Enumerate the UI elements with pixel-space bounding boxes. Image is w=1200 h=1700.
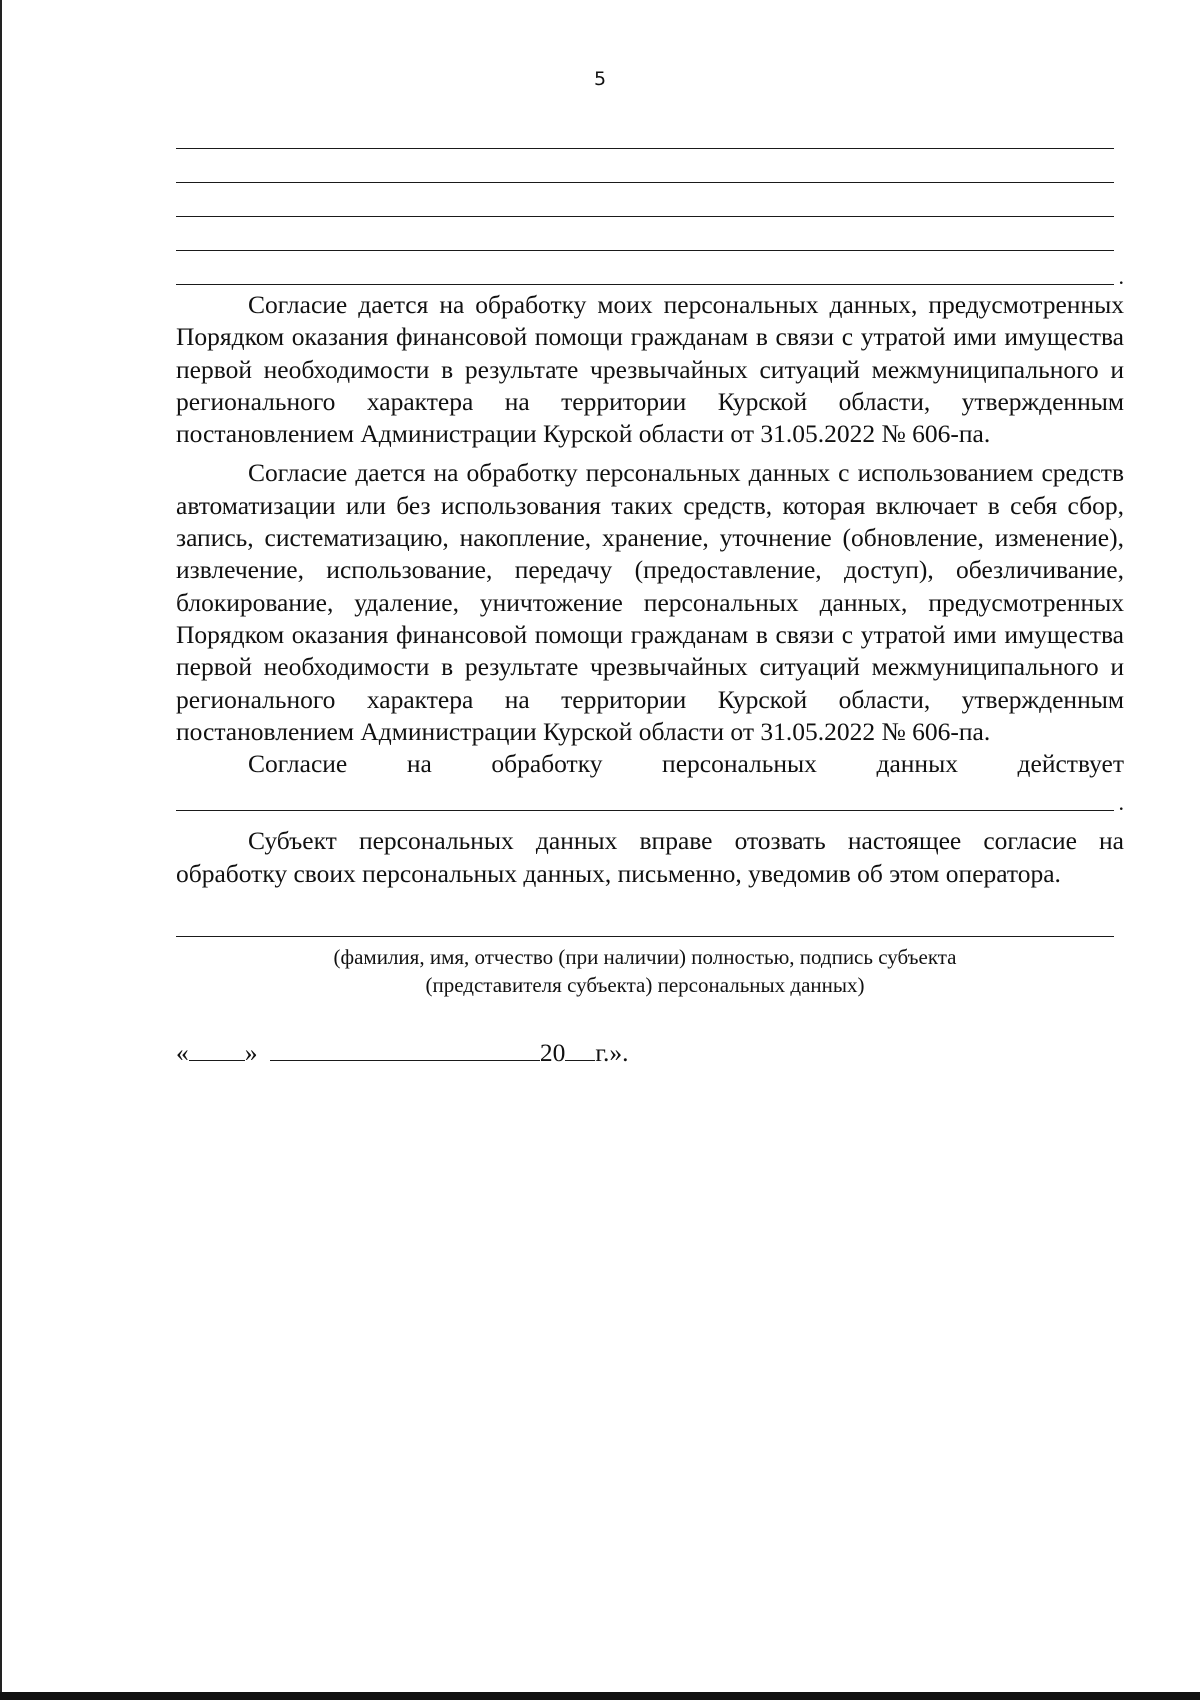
date-field [176,1037,1124,1069]
revocation-paragraph: Субъект персональных данных вправе отозвать настоящее согласие на обработку своих персональных данных, письменно, уведомив об этом оператора. [176,826,1124,888]
fill-line [176,217,1114,251]
fill-line [176,183,1114,217]
document-body [176,140,1124,1069]
date-suffix: г.». [595,1038,629,1068]
year-blank [565,1038,595,1061]
year-prefix: 20 [539,1038,566,1068]
date-close-quote: » [244,1038,258,1068]
scan-edge-bottom [0,1692,1200,1700]
fill-line [176,140,1114,149]
fill-line-last [176,251,1124,289]
validity-fill-line [176,780,1124,816]
signature-caption [176,943,1114,999]
signature-line [176,890,1114,937]
line-end-mark: . [1118,790,1124,816]
signature-caption-line1: (фамилия, имя, отчество (при наличии) полностью, подпись субъекта [333,945,957,970]
day-blank [189,1038,245,1061]
line-end-mark: . [1118,264,1124,289]
signature-caption-line2: (представителя субъекта) персональных данных) [425,973,865,998]
fill-line [176,149,1114,183]
month-blank [270,1038,540,1061]
consent-scope-paragraph: Согласие дается на обработку моих персональных данных, предусмотренных Порядком оказания финансовой помощи гражданам в связи с утратой ими имущества первой необходимости в результате чрезвычайных ситуаций межмуниципального и регионального характера на территории Курской области, утвержденным постановлением Администрации Курской области от 31.05.2022 № 606-па. [176,290,1124,449]
date-open-quote: « [176,1038,189,1068]
consent-processing-paragraph: Согласие дается на обработку персональных данных с использованием средств автоматизации или без использования таких средств, которая включает в себя сбор, запись, систематизацию, накопление, хранение, уточнение (обновление, изменение), извлечение, использование, передачу (предоставление, доступ), обезличивание, блокирование, удаление, уничтожение персональных данных, предусмотренных Порядком оказания финансовой помощи гражданам в связи с утратой ими имущества первой необходимости в результате чрезвычайных ситуаций межмуниципального и регионального характера на территории Курской области, утвержденным постановлением Администрации Курской области от 31.05.2022 № 606-па. [176,458,1124,746]
consent-validity-paragraph: Согласие на обработку персональных данных действует [248,749,1124,779]
scan-edge-left [0,0,2,1700]
page-number: 5 [593,68,607,90]
